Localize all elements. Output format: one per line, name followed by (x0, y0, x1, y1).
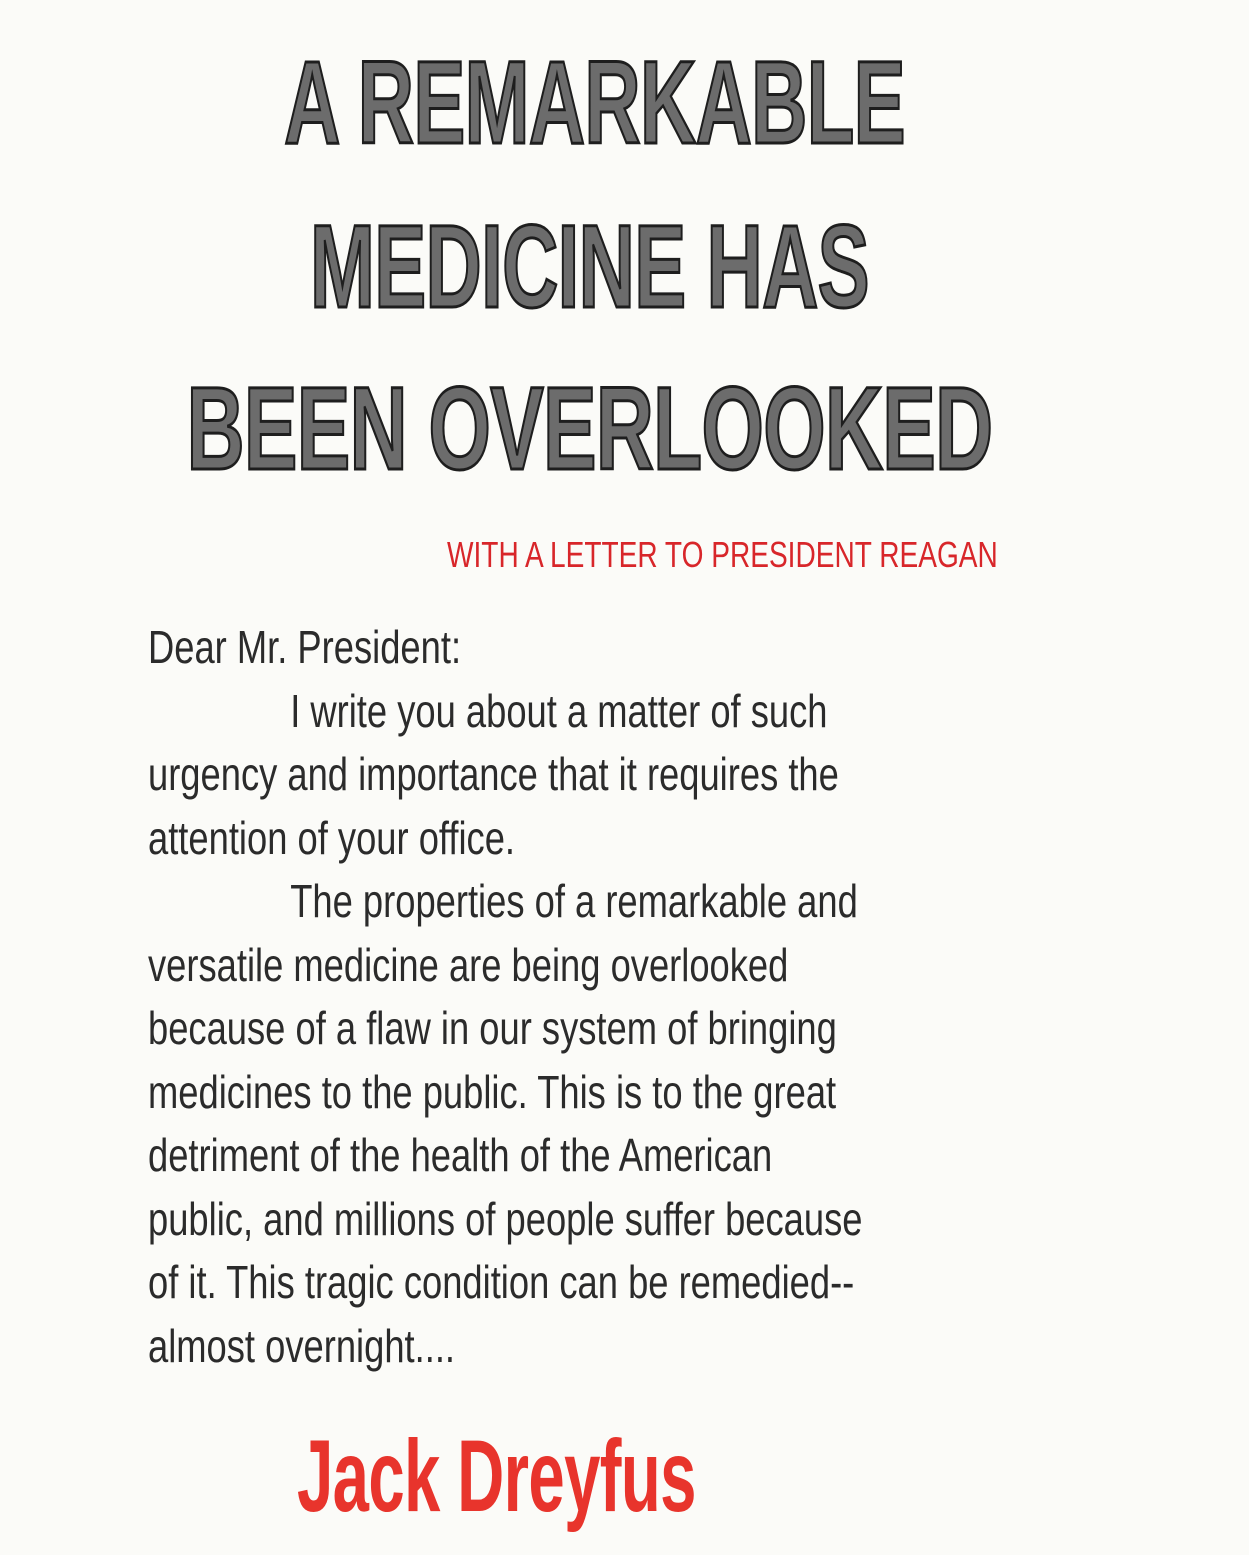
letter-line: detriment of the health of the American (148, 1129, 773, 1181)
subtitle: WITH A LETTER TO PRESIDENT REAGAN (447, 534, 998, 575)
letter-line: attention of your office. (148, 811, 516, 864)
title-line-1: A REMARKABLE (284, 37, 905, 169)
author-name: Jack Dreyfus (297, 1419, 696, 1533)
title-line-2: MEDICINE HAS (310, 201, 869, 333)
letter-line: almost overnight.... (148, 1319, 456, 1372)
letter-line: of it. This tragic condition can be remedied-- (148, 1256, 855, 1308)
letter-line: medicines to the public. This is to the great (148, 1065, 837, 1118)
letter-line: I write you about a matter of such (290, 684, 828, 737)
letter-line: urgency and importance that it requires the (148, 748, 839, 800)
letter-line: public, and millions of people suffer because (148, 1192, 863, 1245)
title-line-3: BEEN OVERLOOKED (186, 363, 993, 495)
letter-line: because of a flaw in our system of bringing (148, 1002, 837, 1054)
letter-salutation: Dear Mr. President: (148, 621, 462, 673)
letter-excerpt (148, 616, 985, 1378)
letter-line: The properties of a remarkable and (290, 875, 858, 927)
letter-line: versatile medicine are being overlooked (148, 938, 789, 991)
